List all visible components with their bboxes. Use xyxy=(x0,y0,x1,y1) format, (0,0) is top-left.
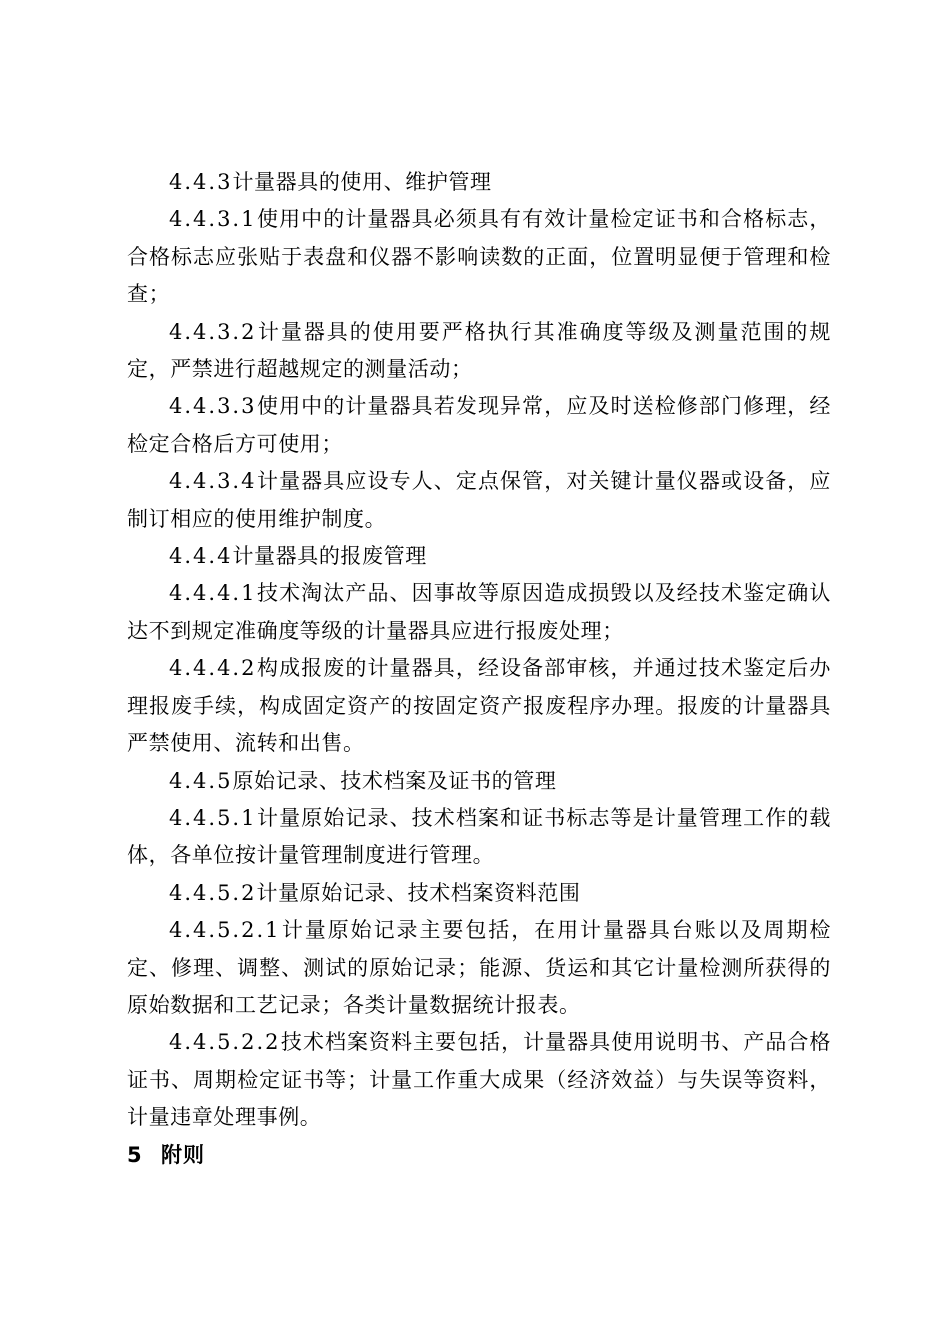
clause-text: 原始记录、技术档案及证书的管理 xyxy=(232,768,557,793)
clause-text: 计量器具的报废管理 xyxy=(232,544,427,569)
paragraph-4-4-4 xyxy=(127,538,831,575)
clause-text: 技术淘汰产品、因事故等原因造成损毁以及经技术鉴定确认达不到规定准确度等级的计量器具应进行报废处理； xyxy=(127,581,831,643)
clause-text: 使用中的计量器具若发现异常，应及时送检修部门修理，经检定合格后方可使用； xyxy=(127,394,831,456)
paragraph-4-4-5-2-2 xyxy=(127,1024,831,1136)
paragraph-4-4-3-2 xyxy=(127,314,831,389)
clause-text: 技术档案资料主要包括，计量器具使用说明书、产品合格证书、周期检定证书等；计量工作重大成果（经济效益）与失误等资料，计量违章处理事例。 xyxy=(127,1030,831,1130)
clause-number: 4.4.3.3 xyxy=(169,394,257,419)
clause-number: 4.4.5.2.1 xyxy=(169,918,281,943)
clause-number: 4.4.3.1 xyxy=(169,207,257,232)
paragraph-4-4-3-3 xyxy=(127,388,831,463)
clause-text: 计量器具的使用要严格执行其准确度等级及测量范围的规定，严禁进行超越规定的测量活动； xyxy=(127,319,831,382)
document-body xyxy=(127,164,831,1174)
paragraph-4-4-5-1 xyxy=(127,800,831,875)
clause-number: 4.4.5.2 xyxy=(169,880,257,905)
clause-number: 4.4.4.1 xyxy=(169,581,257,606)
section-heading-5 xyxy=(127,1137,831,1174)
paragraph-4-4-3-4 xyxy=(127,463,831,538)
clause-text: 计量器具的使用、维护管理 xyxy=(232,170,492,194)
clause-text: 计量原始记录、技术档案和证书标志等是计量管理工作的载体，各单位按计量管理制度进行管理。 xyxy=(127,805,831,868)
clause-number: 4.4.5.2.2 xyxy=(169,1030,281,1055)
clause-number: 4.4.4.2 xyxy=(169,656,257,681)
paragraph-4-4-5 xyxy=(127,763,831,800)
clause-text: 使用中的计量器具必须具有有效计量检定证书和合格标志，合格标志应张贴于表盘和仪器不影响读数的正面，位置明显便于管理和检查； xyxy=(127,207,831,307)
paragraph-4-4-4-2 xyxy=(127,650,831,762)
section-title: 附则 xyxy=(161,1142,205,1167)
paragraph-4-4-3-1 xyxy=(127,201,831,313)
clause-text: 计量原始记录主要包括，在用计量器具台账以及周期检定、修理、调整、测试的原始记录；能源、货运和其它计量检测所获得的原始数据和工艺记录；各类计量数据统计报表。 xyxy=(127,918,831,1017)
paragraph-4-4-5-2 xyxy=(127,875,831,912)
clause-number: 4.4.3 xyxy=(169,170,233,194)
paragraph-4-4-5-2-1 xyxy=(127,912,831,1024)
clause-number: 4.4.5.1 xyxy=(169,805,257,830)
clause-text: 计量器具应设专人、定点保管，对关键计量仪器或设备，应制订相应的使用维护制度。 xyxy=(127,469,831,531)
clause-number: 4.4.4 xyxy=(169,544,233,569)
clause-text: 计量原始记录、技术档案资料范围 xyxy=(256,880,581,905)
clause-number: 4.4.5 xyxy=(169,768,233,793)
paragraph-4-4-4-1 xyxy=(127,575,831,650)
clause-number: 4.4.3.4 xyxy=(169,469,257,494)
clause-number: 4.4.3.2 xyxy=(169,319,257,344)
section-number: 5 xyxy=(127,1142,143,1167)
clause-text: 构成报废的计量器具，经设备部审核，并通过技术鉴定后办理报废手续，构成固定资产的按固定资产报废程序办理。报废的计量器具严禁使用、流转和出售。 xyxy=(127,656,831,756)
paragraph-4-4-3 xyxy=(127,164,831,201)
